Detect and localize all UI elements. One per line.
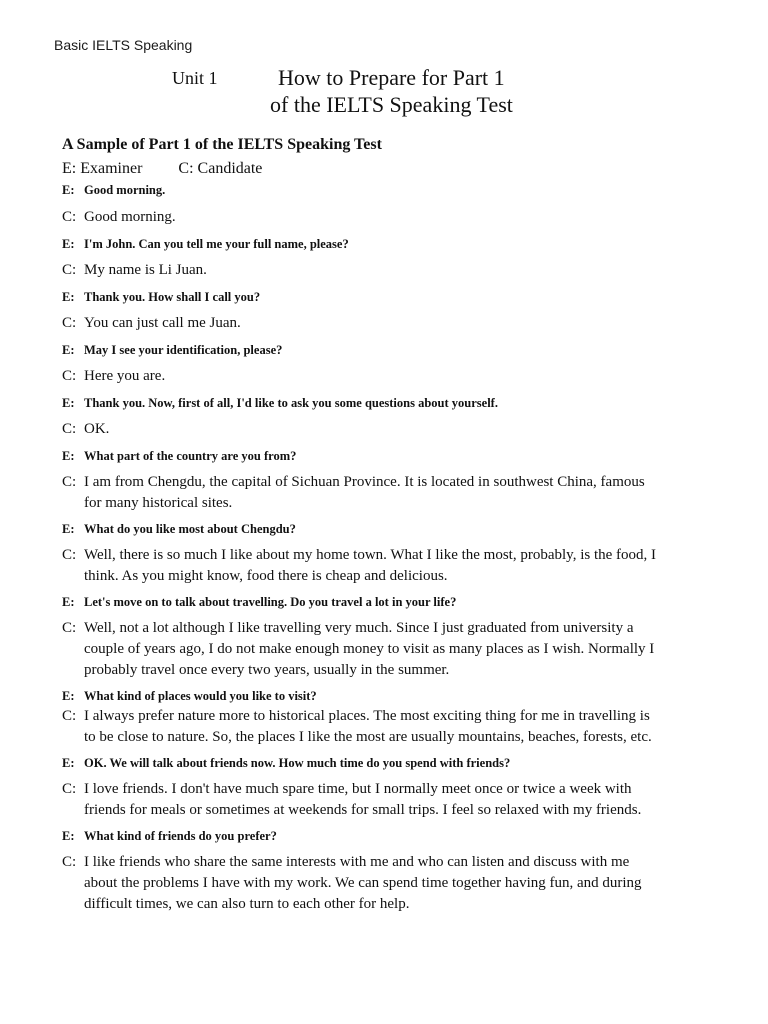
speaker-label: E:: [62, 449, 75, 463]
examiner-line: [62, 521, 662, 538]
speaker-label: E:: [62, 183, 75, 197]
unit-label: Unit 1: [172, 68, 218, 88]
dialogue-text: What do you like most about Chengdu?: [84, 522, 296, 536]
candidate-line: [62, 852, 662, 915]
speaker-legend: [62, 160, 294, 178]
examiner-line: [62, 828, 662, 845]
dialogue-text: Thank you. How shall I call you?: [84, 290, 261, 304]
speaker-label: C:: [62, 315, 77, 331]
candidate-line: [62, 313, 662, 334]
candidate-line: [62, 472, 662, 514]
dialogue-text: Well, not a lot although I like travelling very much. Since I just graduated from university a couple of years ago, I do not make enough money to visit as many places as I wish. Normally I probably travel once every two years, usually in the summer.: [84, 620, 655, 678]
speaker-label: E:: [62, 290, 75, 304]
candidate-line: [62, 207, 662, 228]
examiner-line: [62, 448, 662, 465]
legend-examiner: E: Examiner: [62, 160, 143, 177]
dialogue-text: Let's move on to talk about travelling. Do you travel a lot in your life?: [84, 595, 457, 609]
section-title: A Sample of Part 1 of the IELTS Speaking Test: [62, 136, 382, 153]
page-title: [270, 64, 570, 118]
candidate-line: [62, 545, 662, 587]
speaker-label: C:: [62, 620, 77, 636]
document-header: Basic IELTS Speaking: [54, 37, 193, 53]
dialogue-text: Here you are.: [84, 368, 166, 384]
dialogue-text: May I see your identification, please?: [84, 343, 283, 357]
dialogue-text: You can just call me Juan.: [84, 315, 241, 331]
candidate-line: [62, 779, 662, 821]
speaker-label: E:: [62, 237, 75, 251]
dialogue-text: OK.: [84, 421, 110, 437]
speaker-label: E:: [62, 829, 75, 843]
dialogue-text: Good morning.: [84, 209, 176, 225]
examiner-line: [62, 755, 662, 772]
page-title-line-1: How to Prepare for Part 1: [278, 65, 505, 90]
examiner-line: [62, 182, 662, 199]
candidate-line: [62, 618, 662, 681]
examiner-line: [62, 342, 662, 359]
dialogue-text: Well, there is so much I like about my home town. What I like the most, probably, is the food, I think. As you might know, food there is cheap and delicious.: [84, 547, 657, 584]
speaker-label: E:: [62, 756, 75, 770]
speaker-label: C:: [62, 708, 77, 724]
dialogue-text: I love friends. I don't have much spare time, but I normally meet once or twice a week with friends for meals or sometimes at weekends for small trips. I feel so relaxed with my friends.: [84, 781, 642, 818]
dialogue-text: Thank you. Now, first of all, I'd like to ask you some questions about yourself.: [84, 396, 498, 410]
speaker-label: C:: [62, 854, 77, 870]
dialogue-text: What kind of friends do you prefer?: [84, 829, 277, 843]
speaker-label: C:: [62, 421, 77, 437]
dialogue-text: I always prefer nature more to historical places. The most exciting thing for me in travelling is to be close to nature. So, the places I like the most are usually mountains, beaches, forests, etc.: [84, 708, 652, 745]
candidate-line: [62, 260, 662, 281]
dialogue-text: I like friends who share the same interests with me and who can listen and discuss with me about the problems I have with my work. We can spend time together having fun, and during difficult times, we can also turn to each other for help.: [84, 854, 642, 912]
dialogue-text: I am from Chengdu, the capital of Sichuan Province. It is located in southwest China, famous for many historical sites.: [84, 474, 645, 511]
examiner-line: [62, 289, 662, 306]
speaker-label: E:: [62, 396, 75, 410]
candidate-line: [62, 706, 662, 748]
dialogue-text: What kind of places would you like to visit?: [84, 689, 317, 703]
speaker-label: C:: [62, 368, 77, 384]
dialogue-text: OK. We will talk about friends now. How much time do you spend with friends?: [84, 756, 511, 770]
speaker-label: E:: [62, 522, 75, 536]
dialogue-text: My name is Li Juan.: [84, 262, 207, 278]
candidate-line: [62, 366, 662, 387]
speaker-label: E:: [62, 689, 75, 703]
legend-candidate: C: Candidate: [178, 160, 263, 177]
dialogue-text: Good morning.: [84, 183, 166, 197]
candidate-line: [62, 419, 662, 440]
page-title-line-2: of the IELTS Speaking Test: [270, 92, 513, 117]
speaker-label: C:: [62, 209, 77, 225]
speaker-label: C:: [62, 547, 77, 563]
speaker-label: E:: [62, 595, 75, 609]
speaker-label: C:: [62, 474, 77, 490]
examiner-line: [62, 594, 662, 611]
dialogue-text: I'm John. Can you tell me your full name, please?: [84, 237, 349, 251]
speaker-label: C:: [62, 262, 77, 278]
dialogue-text: What part of the country are you from?: [84, 449, 297, 463]
examiner-line: [62, 395, 662, 412]
speaker-label: E:: [62, 343, 75, 357]
examiner-line: [62, 236, 662, 253]
examiner-line: [62, 688, 662, 705]
speaker-label: C:: [62, 781, 77, 797]
